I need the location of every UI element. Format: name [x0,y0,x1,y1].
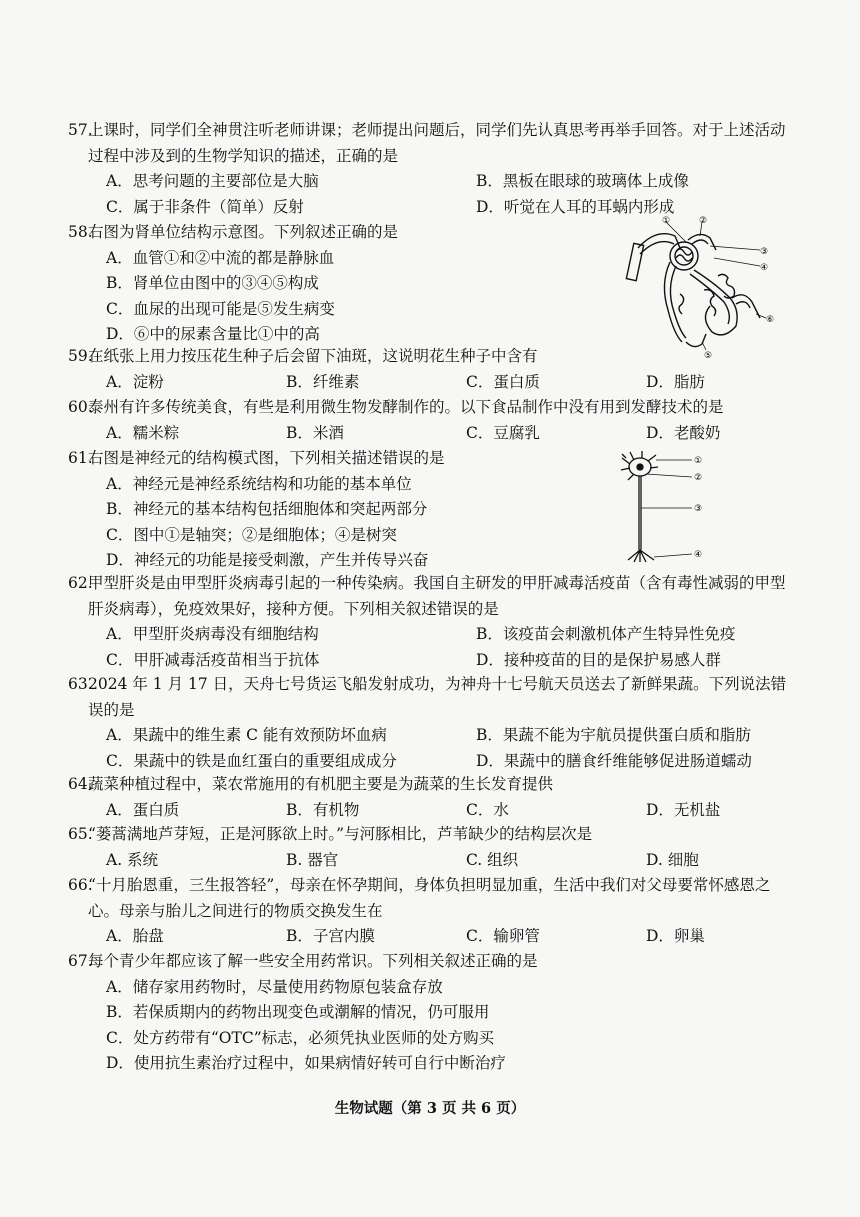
question-number: 65. [68,825,93,843]
question-number: 62. [68,574,93,592]
option-b: B．纤维素 [286,372,360,391]
option-d: D．老酸奶 [646,423,721,442]
option-c: C．甲肝减毒活疫苗相当于抗体 [106,650,320,669]
question-65 [68,822,826,873]
question-number: 59. [68,347,93,365]
nephron-label-5: ⑤ [704,351,713,359]
neuron-label-1: ① [694,456,703,466]
question-stem: “蒌蒿满地芦芽短，正是河豚欲上时。”与河豚相比，芦苇缺少的结构层次是 [88,825,593,843]
option-d: D．听觉在人耳的耳蜗内形成 [476,197,675,216]
question-number: 60. [68,398,93,416]
option-a: A．果蔬中的维生素 C 能有效预防坏血病 [106,726,387,745]
option-b: B．米酒 [286,423,344,442]
option-d: D．果蔬中的膳食纤维能够促进肠道蠕动 [476,751,752,770]
option-a: A．淀粉 [106,372,164,391]
option-c: C．图中①是轴突；②是细胞体；④是树突 [106,525,397,544]
neuron-diagram [620,450,710,565]
question-66 [68,873,826,950]
option-c: C．果蔬中的铁是血红蛋白的重要组成成分 [106,751,397,770]
option-d: D．卵巢 [646,927,705,946]
option-c: C．属于非条件（简单）反射 [106,197,304,216]
question-number: 64. [68,775,93,793]
question-64 [68,772,826,823]
option-b: B．黑板在眼球的玻璃体上成像 [476,172,689,191]
question-stem: 蔬菜种植过程中，菜农常施用的有机肥主要是为蔬菜的生长发育提供 [88,775,554,793]
option-b: B．该疫苗会刺激机体产生特异性免疫 [476,625,736,644]
option-a: A．胎盘 [106,927,164,946]
option-a: A．储存家用药物时，尽量使用药物原包装盒存放 [106,977,443,996]
question-number: 58. [68,223,93,241]
option-b: B．子宫内膜 [286,927,375,946]
question-62 [68,571,846,673]
neuron-label-3: ③ [694,504,703,514]
option-a: A．血管①和②中流的都是静脉血 [106,248,335,267]
option-b: B. 器官 [286,850,339,869]
question-stem: 泰州有许多传统美食，有些是利用微生物发酵制作的。以下食品制作中没有用到发酵技术的是 [88,398,724,416]
nephron-label-6: ⑥ [766,315,775,325]
option-d: D．神经元的功能是接受刺激，产生并传导兴奋 [106,551,429,570]
neuron-label-4: ④ [694,550,703,560]
option-b: B．神经元的基本结构包括细胞体和突起两部分 [106,500,428,519]
option-a: A．思考问题的主要部位是大脑 [106,172,319,191]
option-d: D．无机盐 [646,800,721,819]
option-c: C. 组织 [466,850,519,869]
option-c: C．输卵管 [466,927,540,946]
option-d: D．⑥中的尿素含量比①中的高 [106,325,320,344]
question-number: 61. [68,449,93,467]
option-d: D. 细胞 [646,850,699,869]
option-a: A. 系统 [106,850,159,869]
question-number: 63. [68,675,93,693]
question-59 [68,344,826,395]
option-c: C．血尿的出现可能是⑤发生病变 [106,299,335,318]
question-stem: 2024 年 1 月 17 日，天舟七号货运飞船发射成功，为神舟十七号航天员送去了新鲜果蔬。下列说法错误的是 [88,675,787,719]
question-stem: 每个青少年都应该了解一些安全用药常识。下列相关叙述正确的是 [88,952,538,970]
nephron-label-3: ③ [760,247,769,257]
question-67 [68,949,788,1077]
option-b: B．肾单位由图中的③④⑤构成 [106,274,319,293]
option-b: B．有机物 [286,800,360,819]
option-a: A．蛋白质 [106,800,180,819]
question-stem: “十月胎恩重，三生报答轻”，母亲在怀孕期间，身体负担明显加重，生活中我们对父母要常怀感恩之心。母亲与胎儿之间进行的物质交换发生在 [88,876,771,920]
option-a: A．神经元是神经系统结构和功能的基本单位 [106,474,412,493]
question-number: 57. [68,121,93,139]
option-a: A．甲型肝炎病毒没有细胞结构 [106,625,319,644]
page-footer: 生物试题（第 3 页 共 6 页） [334,1100,526,1117]
option-c: C．水 [466,800,509,819]
option-b: B．果蔬不能为宇航员提供蛋白质和脂肪 [476,726,751,745]
question-stem: 右图是神经元的结构模式图，下列相关描述错误的是 [88,449,445,467]
nephron-label-4: ④ [760,263,769,273]
option-d: D．使用抗生素治疗过程中，如果病情好转可自行中断治疗 [106,1054,506,1073]
option-d: D．接种疫苗的目的是保护易感人群 [476,650,721,669]
nephron-label-2: ② [699,216,708,226]
question-63 [68,672,846,774]
question-stem: 右图为肾单位结构示意图。下列叙述正确的是 [88,223,399,241]
question-stem: 上课时，同学们全神贯注听老师讲课；老师提出问题后，同学们先认真思考再举手回答。对于上述活动过程中涉及到的生物学知识的描述，正确的是 [88,121,786,165]
option-c: C．豆腐乳 [466,423,540,442]
option-d: D．脂肪 [646,372,705,391]
question-57 [68,118,846,220]
question-number: 66. [68,876,93,894]
option-a: A．糯米粽 [106,423,180,442]
question-stem: 在纸张上用力按压花生种子后会留下油斑，这说明花生种子中含有 [88,347,538,365]
option-c: C．处方药带有“OTC”标志，必须凭执业医师的处方购买 [106,1028,495,1047]
nephron-diagram [620,214,780,359]
nephron-label-1: ① [662,216,671,226]
question-number: 67. [68,952,93,970]
question-60 [68,395,826,446]
option-b: B．若保质期内的药物出现变色或潮解的情况，仍可服用 [106,1003,490,1022]
option-c: C．蛋白质 [466,372,540,391]
question-stem: 甲型肝炎是由甲型肝炎病毒引起的一种传染病。我国自主研发的甲肝减毒活疫苗（含有毒性减弱的甲型肝炎病毒），免疫效果好，接种方便。下列相关叙述错误的是 [88,574,786,618]
neuron-label-2: ② [694,473,703,483]
